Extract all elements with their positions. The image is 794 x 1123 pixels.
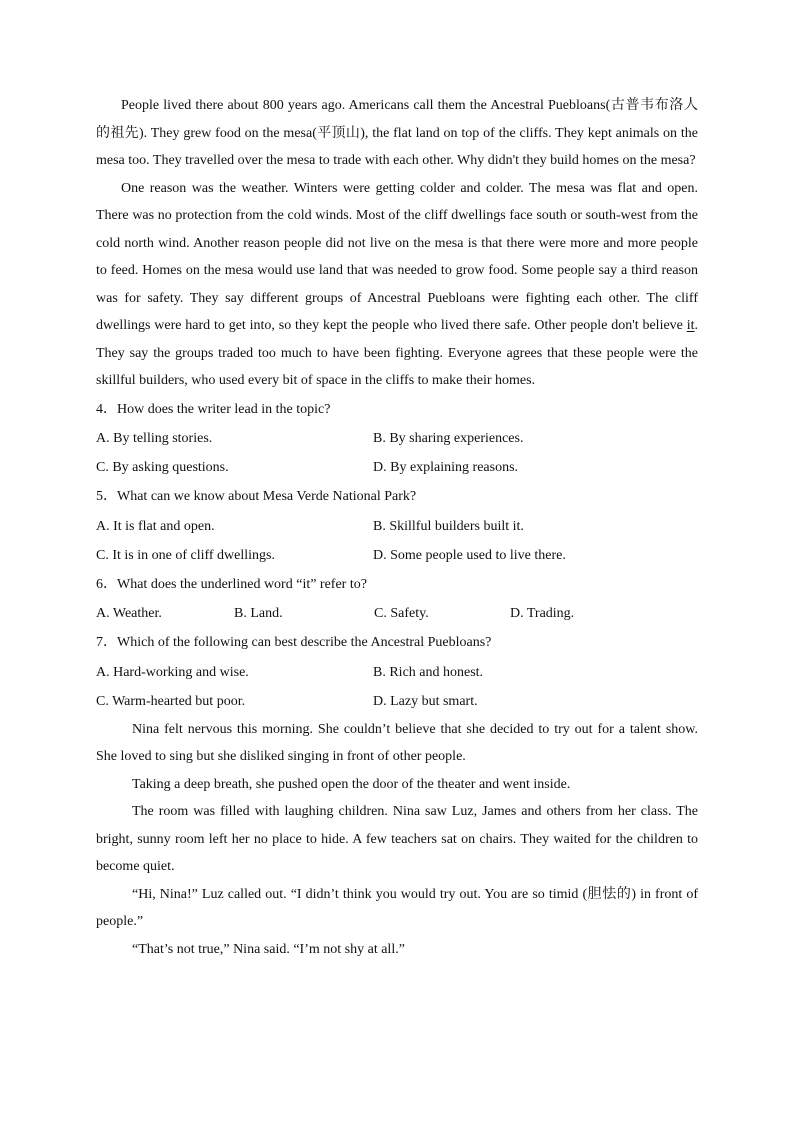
option-d[interactable]: D. Lazy but smart. <box>373 693 478 709</box>
options-row <box>96 453 698 482</box>
passage2-paragraph-5: “That’s not true,” Nina said. “I’m not shy at all.” <box>132 941 405 957</box>
document-page <box>96 92 698 963</box>
option-a[interactable]: A. By telling stories. <box>96 431 213 446</box>
question-stem: 7．Which of the following can best describe the Ancestral Puebloans? <box>96 635 492 650</box>
options-row <box>96 512 698 541</box>
option-a[interactable]: A. Weather. <box>96 606 162 621</box>
passage1-paragraph-2 <box>96 175 698 395</box>
option-d[interactable]: D. Some people used to live there. <box>373 547 566 563</box>
passage2-paragraph-1: Nina felt nervous this morning. She couldn’t believe that she decided to try out for a talent show. She loved to sing but she disliked singing in front of other people. <box>96 721 698 764</box>
question-stem: 5．What can we know about Mesa Verde National Park? <box>96 489 417 504</box>
option-a[interactable]: A. It is flat and open. <box>96 518 215 534</box>
passage1-paragraph-1: People lived there about 800 years ago. Americans call them the Ancestral Puebloans(古普韦布洛人的祖先). They grew food on the mesa(平顶山), the flat land on top of the cliffs. They kept animals on the mesa too. They travelled over the mesa to trade with each other. Why didn't they build homes on the mesa? <box>96 98 698 168</box>
passage2-paragraph-3: The room was filled with laughing children. Nina saw Luz, James and others from her class. The bright, sunny room left her no place to hide. A few teachers sat on chairs. They waited for the children to become quiet. <box>96 804 698 874</box>
underlined-word-it: it <box>686 318 695 333</box>
passage1-paragraph-2-after: . They say the groups traded too much to have been fighting. Everyone agrees that these people were the skillful builders, who used every bit of space in the cliffs to make their homes. <box>96 318 698 388</box>
options-row <box>96 424 698 453</box>
question-stem: 6．What does the underlined word “it” refer to? <box>96 576 367 592</box>
question-6 <box>96 570 698 629</box>
option-c[interactable]: C. It is in one of cliff dwellings. <box>96 547 275 563</box>
question-stem: 4．How does the writer lead in the topic? <box>96 401 331 417</box>
options-row <box>96 541 698 570</box>
option-b[interactable]: B. Land. <box>234 606 283 621</box>
option-b[interactable]: B. Skillful builders built it. <box>373 518 524 534</box>
question-4 <box>96 395 698 483</box>
option-a[interactable]: A. Hard-working and wise. <box>96 664 249 680</box>
question-5 <box>96 482 698 570</box>
options-row <box>96 658 698 687</box>
question-7 <box>96 628 698 716</box>
option-c[interactable]: C. Safety. <box>374 606 429 621</box>
option-c[interactable]: C. By asking questions. <box>96 460 229 475</box>
option-d[interactable]: D. Trading. <box>510 606 575 621</box>
passage1-paragraph-2-before: One reason was the weather. Winters were getting colder and colder. The mesa was flat and open. There was no protection from the cold winds. Most of the cliff dwellings face south or south-west from the cold north wind. Another reason people did not live on the mesa is that there were more and more people to feed. Homes on the mesa would use land that was needed to grow food. Some people say a third reason was for safety. They say different groups of Ancestral Puebloans were fighting each other. The cliff dwellings were hard to get into, so they kept the people who lived there safe. Other people don't believe <box>96 180 698 333</box>
option-b[interactable]: B. Rich and honest. <box>373 664 484 680</box>
option-d[interactable]: D. By explaining reasons. <box>373 460 519 475</box>
options-row <box>96 687 698 716</box>
passage2-paragraph-4: “Hi, Nina!” Luz called out. “I didn’t think you would try out. You are so timid (胆怯的) in front of people.” <box>96 886 698 929</box>
passage2-paragraph-2: Taking a deep breath, she pushed open the door of the theater and went inside. <box>132 776 571 792</box>
option-b[interactable]: B. By sharing experiences. <box>373 431 524 446</box>
options-row <box>96 599 698 628</box>
option-c[interactable]: C. Warm-hearted but poor. <box>96 693 246 709</box>
